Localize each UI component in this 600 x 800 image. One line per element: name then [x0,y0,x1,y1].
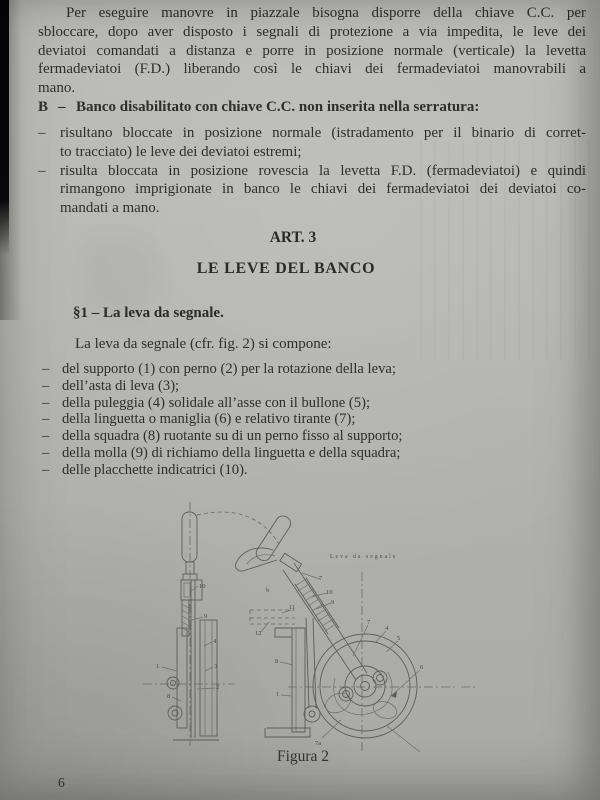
callout-number: 11 [289,604,296,611]
list-item-text [60,124,586,162]
components-list [42,361,582,479]
callout-number: 9 [204,613,208,620]
paragraph-1-heading: §1 – La leva da segnale. [73,305,224,321]
list-marker: – [42,411,50,428]
callout-number: 4 [385,625,389,632]
list-marker: – [42,361,50,377]
list-item [38,162,586,218]
figure-caption: Figura 2 [276,748,330,765]
list-marker: – [42,444,50,461]
callout-letter: b [266,587,270,594]
chapter-heading: LE LEVE DEL BANCO [196,260,376,277]
callout-number: 3 [214,663,218,670]
list-item-text: della squadra (8) ruotante su di un perno fisso al supporto; [62,428,403,445]
text-line: risultano bloccate in posizione normale (istradamento per il binario di corret- [60,125,586,141]
list-marker: – [42,428,50,445]
paragraph-manovre [38,4,586,98]
list-marker: – [42,394,50,411]
list-item [42,395,582,412]
dash: – [58,99,66,115]
page-number: 6 [58,775,65,790]
list-item [42,361,582,378]
section-b-heading [38,99,586,116]
text-line: mano. [38,80,76,97]
text-line: rimangono imprigionate in banco le chiavi dei fermadeviatoi dei deviatoi co- [60,181,586,198]
list-item-text: della puleggia (4) solidale all’asse con il bullone (5); [62,394,370,411]
intro-line: La leva da segnale (cfr. fig. 2) si compone: [75,336,332,352]
list-item [42,462,582,479]
text-line: fermadeviatoi (F.D.) liberando così le chiavi dei fermadeviatoi manovrabili a [38,61,586,78]
lever-technical-drawing [125,500,485,752]
callout-number: 6 [420,664,424,671]
text-line: Per eseguire manovre in piazzale bisogna disporre della chiave C.C. per [66,5,586,21]
callout-number: 8 [275,658,279,665]
list-item [42,411,582,428]
callout-number: 10 [326,589,333,596]
section-letter: B [38,99,49,115]
list-item-text: delle placchette indicatrici (10). [62,461,248,478]
section-title: Banco disabilitato con chiave C.C. non inserita nella serratura: [76,99,480,115]
list-item [38,124,586,162]
callout-number: 10 [199,583,206,590]
callout-number: 9 [331,599,335,606]
list-item [42,428,582,445]
list-marker: – [42,461,50,478]
list-item-text: dell’asta di leva (3); [62,377,180,394]
callout-number: 2 [216,684,220,691]
list-item-text: della linguetta o maniglia (6) e relativo tirante (7); [62,411,356,428]
text-line: to tracciato) le leve dei deviatoi estremi; [60,143,302,160]
text-line: deviatoi comandati a distanza e porre in posizione normale (verticale) la levetta [38,42,586,59]
callout-number: 12 [255,630,262,637]
text-line: sbloccare, dopo aver disposto i segnali di protezione a via impedita, le leve dei [38,23,586,40]
callout-number: 1 [156,663,160,670]
callout-number: 7 [319,575,323,582]
list-marker: – [42,377,50,394]
list-item-text: della molla (9) di richiamo della linguetta e della squadra; [62,444,401,461]
binding-edge [0,0,9,255]
callout-number: 7a [315,740,322,747]
figure-2-drawing [125,500,485,752]
callout-number: 4 [213,638,217,645]
list-item [42,445,582,462]
list-marker: – [38,125,46,141]
text-line: mandati a mano. [60,200,160,217]
callout-number: 7 [367,619,371,626]
callout-number: 5 [397,635,401,642]
list-item-text [60,162,586,218]
section-b-list [38,124,586,218]
callout-number: 8 [167,693,171,700]
list-item-text: del supporto (1) con perno (2) per la rotazione della leva; [62,361,396,377]
article-heading: ART. 3 [269,229,317,246]
figure-label: Leva da segnale [330,554,398,560]
text-line: risulta bloccata in posizione rovescia la levetta F.D. (fermadeviatoi) e quindi [60,162,586,179]
callout-number: 1 [276,691,280,698]
list-marker: – [38,162,46,179]
list-item [42,378,582,395]
front-view [236,513,475,752]
